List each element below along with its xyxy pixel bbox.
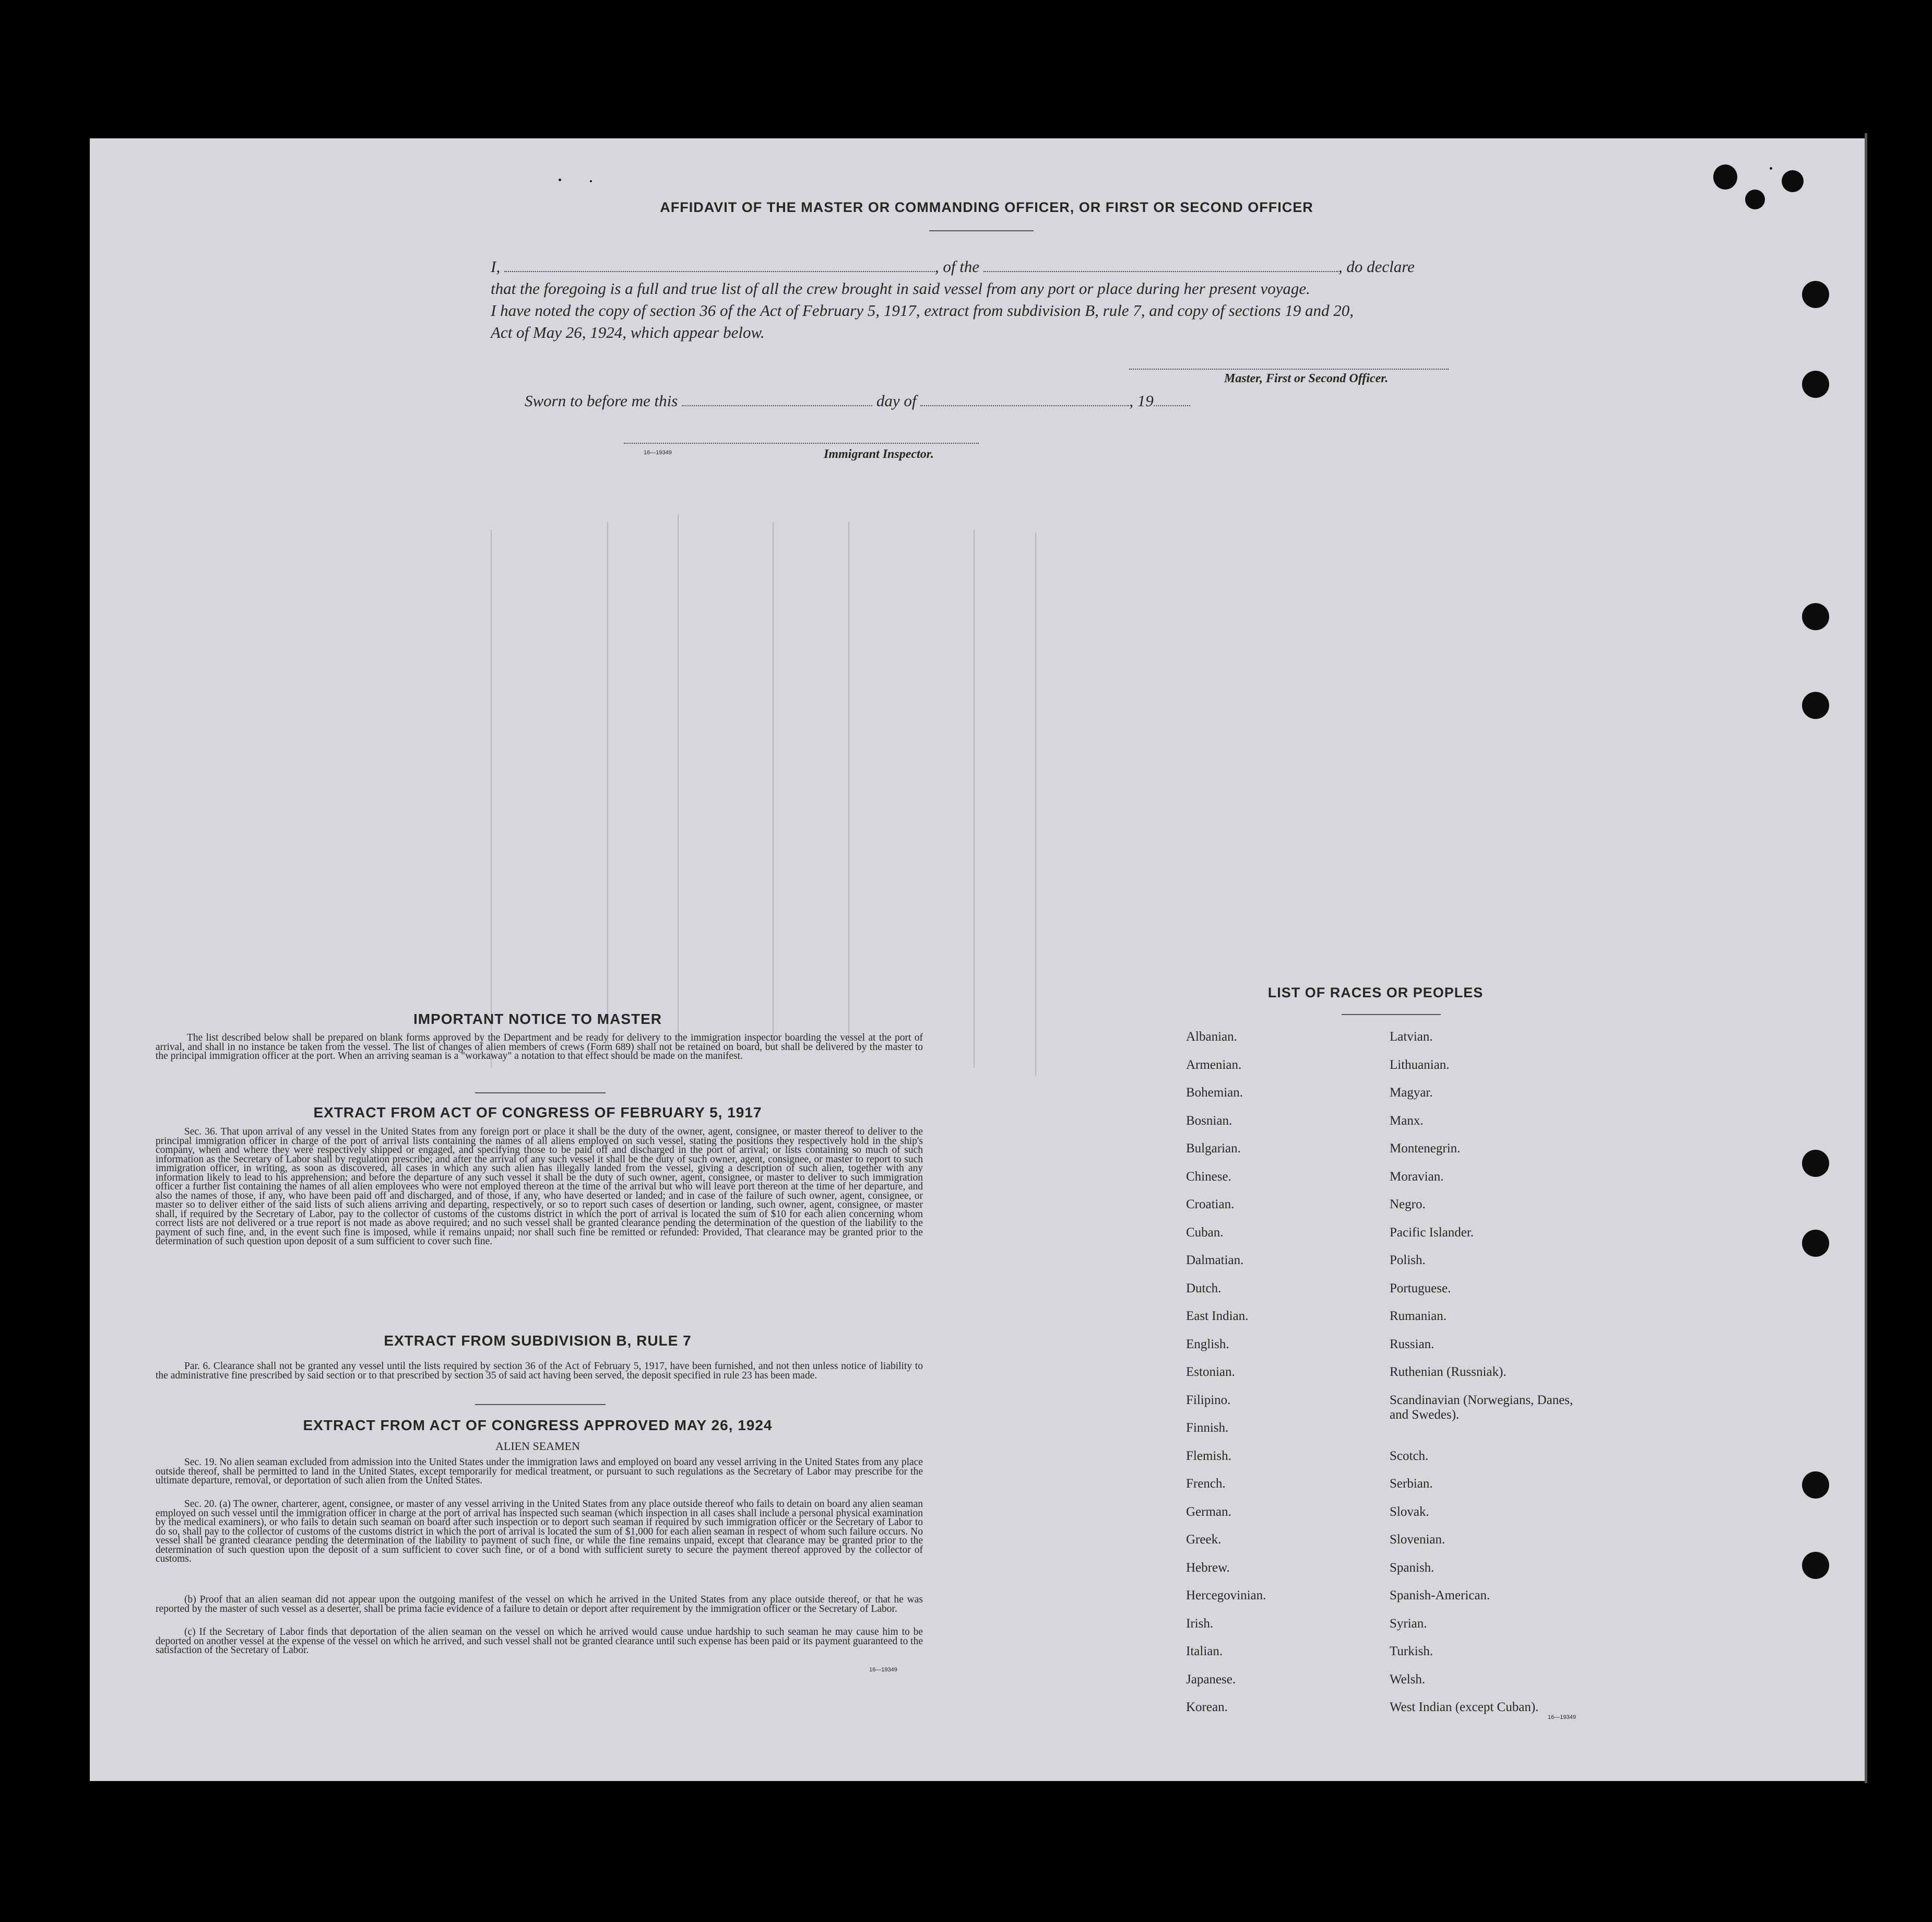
name-field[interactable] [504, 268, 935, 272]
race-item: Hebrew. [1186, 1560, 1230, 1575]
extract-1924-sec20c: (c) If the Secretary of Labor finds that deportation of the alien seaman on the vessel on which he arrived would cause undue hardship to such seaman he may cause him to be deported on another vessel at the expense of the vessel on which he arrived, and such vessel shall not be granted clearance until such expense has been paid or its payment guaranteed to the satisfaction of the Secretary of Labor. [156, 1626, 923, 1656]
punch-hole [1802, 1552, 1829, 1579]
punch-hole [1802, 281, 1829, 308]
extract-1924-title: EXTRACT FROM ACT OF CONGRESS APPROVED MAY 26, 1924 [303, 1417, 773, 1433]
race-item: Korean. [1186, 1700, 1228, 1714]
affidavit-line-4: Act of May 26, 1924, which appear below. [491, 323, 765, 341]
race-item: Spanish. [1390, 1560, 1435, 1575]
notice-body: The list described below shall be prepared on blank forms approved by the Department and be ready for delivery to the immigration inspector boarding the vessel at the port of arrival, and shall in no instance be taken from the vessel. The list of changes of alien members of crews (Form 689) shall not be retained on board, but shall be delivered by the master to the principal immigration officer at the port. When an arriving seaman is a "workaway" a notation to that effect should be made on the manifest. [156, 1032, 923, 1062]
sworn-day-field[interactable] [682, 402, 872, 406]
race-item: Chinese. [1186, 1169, 1231, 1184]
text: , 19 [1129, 392, 1154, 410]
race-item: Cuban. [1186, 1225, 1224, 1240]
race-item: East Indian. [1186, 1309, 1249, 1323]
extract-1924-sec20a: Sec. 20. (a) The owner, charterer, agent, consignee, or master of any vessel arriving in the United States from any place outside thereof who fails to detain on board any alien seaman employed on such vessel until the immigration officer in charge at the port of arrival has inspected such seaman (which inspection in all cases shall include a personal physical examination by the medical examiners), or who fails to detain such seaman on board after such inspection or to deport such seaman if required by such immigration officer or the Secretary of Labor to do so, shall pay to the collector of customs of the customs district in which the port of arrival is located the sum of $1,000 for each alien seaman in respect of whom such failure occurs. No vessel shall be granted clearance pending the determination of the liability to payment of such fine, or while the fine remains unpaid, except that clearance may be granted prior to the determination of such question upon the deposit of a sum sufficient to cover such fine, or of a bond with sufficient surety to secure the payment thereof approved by the collector of customs. [156, 1499, 923, 1564]
race-item: Scandinavian (Norwegians, Danes, and Swedes). [1390, 1393, 1573, 1422]
affidavit-title: AFFIDAVIT OF THE MASTER OR COMMANDING OFFICER, OR FIRST OR SECOND OFFICER [660, 199, 1313, 215]
race-item: Japanese. [1186, 1672, 1236, 1687]
extract-1924-sec20b: (b) Proof that an alien seaman did not appear upon the outgoing manifest of the vessel on which he arrived in the United States from any place outside thereof, or that he was reported by the master of such vessel as a deserter, shall be prima facie evidence of a failure to detain or deport after requirement by the immigration officer or the Secretary of Labor. [156, 1594, 923, 1614]
race-item: Rumanian. [1390, 1309, 1447, 1323]
faint-rule [678, 514, 679, 1052]
title-divider [929, 230, 1034, 231]
race-item: Moravian. [1390, 1169, 1444, 1184]
form-number: 16—19349 [644, 450, 672, 456]
race-item: Serbian. [1390, 1477, 1433, 1491]
race-item: Latvian. [1390, 1030, 1433, 1044]
race-item: Montenegrin. [1390, 1141, 1461, 1155]
race-item: Flemish. [1186, 1448, 1231, 1463]
affidavit-text [491, 256, 1467, 344]
title-divider [1342, 1014, 1441, 1015]
affidavit-line-3: I have noted the copy of section 36 of the Act of February 5, 1917, extract from subdivision B, rule 7, and copy of sections 19 and 20, [491, 301, 1354, 320]
races-title: LIST OF RACES OR PEOPLES [1267, 985, 1484, 1000]
faint-rule [1035, 533, 1036, 1076]
races-right-column [1390, 1030, 1598, 1728]
speck [590, 180, 592, 182]
race-item: Turkish. [1390, 1644, 1433, 1658]
speck [1770, 167, 1772, 170]
vessel-field[interactable] [983, 268, 1338, 272]
faint-rule [607, 522, 608, 1044]
faint-rule [848, 522, 849, 1044]
race-item: Negro. [1390, 1197, 1426, 1211]
sworn-year-field[interactable] [1154, 402, 1190, 406]
race-item: Estonian. [1186, 1365, 1235, 1379]
text: day of [876, 392, 917, 410]
affidavit-line-1 [491, 256, 1467, 278]
inspector-caption: Immigrant Inspector. [824, 447, 934, 461]
race-item: Armenian. [1186, 1057, 1242, 1072]
race-item: Manx. [1390, 1113, 1424, 1128]
race-item: Slovenian. [1390, 1532, 1445, 1547]
race-item: Irish. [1186, 1616, 1214, 1631]
notice-title: IMPORTANT NOTICE TO MASTER [413, 1011, 662, 1027]
section-divider [475, 1092, 606, 1093]
race-item: Dalmatian. [1186, 1253, 1244, 1267]
punch-hole [1745, 190, 1765, 209]
rule7-body: Par. 6. Clearance shall not be granted any vessel until the lists required by section 36 of the Act of February 5, 1917, have been furnished, and not then unless notice of liability to the administrative fine prescribed by said section or to that prescribed by section 35 of said act having been served, the deposit specified in rule 23 has been made. [156, 1361, 923, 1381]
race-item: Slovak. [1390, 1504, 1429, 1519]
race-item: Lithuanian. [1390, 1057, 1450, 1072]
speck [559, 179, 561, 181]
faint-rule [491, 530, 492, 1068]
punch-hole [1802, 1230, 1829, 1257]
race-item: Pacific Islander. [1390, 1225, 1474, 1240]
race-item: Bohemian. [1186, 1086, 1243, 1100]
race-item: Finnish. [1186, 1421, 1229, 1435]
race-item: Hercegovinian. [1186, 1588, 1266, 1602]
master-signature-line[interactable] [1129, 369, 1449, 370]
race-item: Polish. [1390, 1253, 1426, 1267]
sworn-line [525, 392, 1190, 410]
extract-1917-body: Sec. 36. That upon arrival of any vessel in the United States from any foreign port or place it shall be the duty of the owner, agent, consignee, or master thereof to deliver to the principal immigration officer in charge of the port of arrival lists containing the names of all aliens employed on such vessel, stating the positions they respectively hold in the ship's company, when and where they were respectively shipped or engaged, and specifying those to be paid off and discharged in the port of arrival; or lists containing so much of such information as the Secretary of Labor shall by regulation prescribe; and after the arrival of any such vessel it shall be the duty of such owner, agent, consignee, or master to report to such immigration officer, in writing, as soon as discovered, all cases in which any such alien has illegally landed from the vessel, giving a description of such alien, together with any information likely to lead to his apprehension; and before the departure of any such vessel it shall be the duty of such owner, agent, consignee, or master to deliver to such immigration officer a further list containing the names of all alien employees who were not employed thereon at the time of the arrival but who will leave port thereon at the time of her departure, and also the names of those, if any, who have been paid off and discharged, and of those, if any, who have deserted or landed; and in case of the failure of such owner, agent, consignee, or master so to deliver either of the said lists of such aliens arriving and departing, respectively, or so to report such cases of desertion or landing, such owner, agent, consignee, or master shall, if required by the Secretary of Labor, pay to the collector of customs of the customs district in which the port of arrival is located the sum of $10 for each alien concerning whom correct lists are not delivered or a true report is not made as above required; and no such vessel shall be granted clearance pending the determination of the question of the liability to the payment of such fine, and, in the event such fine is imposed, while it remains unpaid; nor shall such fine be remitted or refunded: Provided, That clearance may be granted prior to the determination of such question upon deposit of a sum sufficient to cover such fine. [156, 1126, 923, 1247]
master-caption: Master, First or Second Officer. [1224, 372, 1389, 385]
punch-hole [1802, 603, 1829, 630]
race-item: West Indian (except Cuban). [1390, 1700, 1539, 1714]
faint-rule [974, 530, 975, 1068]
races-left-column [1186, 1030, 1358, 1728]
race-item: Scotch. [1390, 1448, 1429, 1463]
rule7-title: EXTRACT FROM SUBDIVISION B, RULE 7 [384, 1333, 692, 1349]
punch-hole [1802, 1471, 1829, 1499]
race-item: Filipino. [1186, 1393, 1231, 1407]
race-item: Syrian. [1390, 1616, 1427, 1631]
race-item: Bosnian. [1186, 1113, 1232, 1128]
sworn-month-field[interactable] [920, 402, 1129, 406]
punch-hole [1713, 164, 1737, 190]
extract-1924-sec19: Sec. 19. No alien seaman excluded from admission into the United States under the immigration laws and employed on board any vessel arriving in the United States from any place outside thereof, shall be permitted to land in the United States, except temporarily for medical treatment, or pursuant to such regulations as the Secretary of Labor may prescribe for the ultimate departure, removal, or deportation of such alien from the United States. [156, 1457, 923, 1486]
inspector-signature-line[interactable] [624, 443, 979, 444]
race-item: Dutch. [1186, 1281, 1222, 1295]
extract-1917-title: EXTRACT FROM ACT OF CONGRESS OF FEBRUARY 5, 1917 [313, 1104, 762, 1121]
race-item: Croatian. [1186, 1197, 1235, 1211]
race-item: Welsh. [1390, 1672, 1426, 1687]
form-number: 16—19349 [1548, 1714, 1576, 1720]
punch-hole [1802, 692, 1829, 719]
race-item: Albanian. [1186, 1030, 1237, 1044]
race-item: Magyar. [1390, 1086, 1433, 1100]
race-item: Ruthenian (Russniak). [1390, 1365, 1507, 1379]
text: I, [491, 257, 501, 276]
faint-rule [773, 522, 774, 1044]
race-item: French. [1186, 1477, 1226, 1491]
form-number: 16—19349 [869, 1667, 897, 1673]
punch-hole [1802, 371, 1829, 398]
section-divider [475, 1404, 606, 1405]
punch-hole [1802, 1150, 1829, 1177]
race-item: Spanish-American. [1390, 1588, 1490, 1602]
race-item: Greek. [1186, 1532, 1222, 1547]
extract-1924-subtitle: ALIEN SEAMEN [495, 1440, 580, 1453]
page-edge [1865, 133, 1867, 1783]
race-item: Portuguese. [1390, 1281, 1451, 1295]
affidavit-line-2: that the foregoing is a full and true list of all the crew brought in said vessel from any port or place during her present voyage. [491, 279, 1310, 298]
race-item: English. [1186, 1337, 1229, 1351]
race-item: German. [1186, 1504, 1231, 1519]
text: , do declare [1338, 257, 1415, 276]
race-item: Bulgarian. [1186, 1141, 1241, 1155]
race-item: Italian. [1186, 1644, 1223, 1658]
text: , of the [934, 257, 980, 276]
punch-hole [1782, 170, 1804, 192]
text: Sworn to before me this [525, 392, 678, 410]
race-item: Russian. [1390, 1337, 1435, 1351]
